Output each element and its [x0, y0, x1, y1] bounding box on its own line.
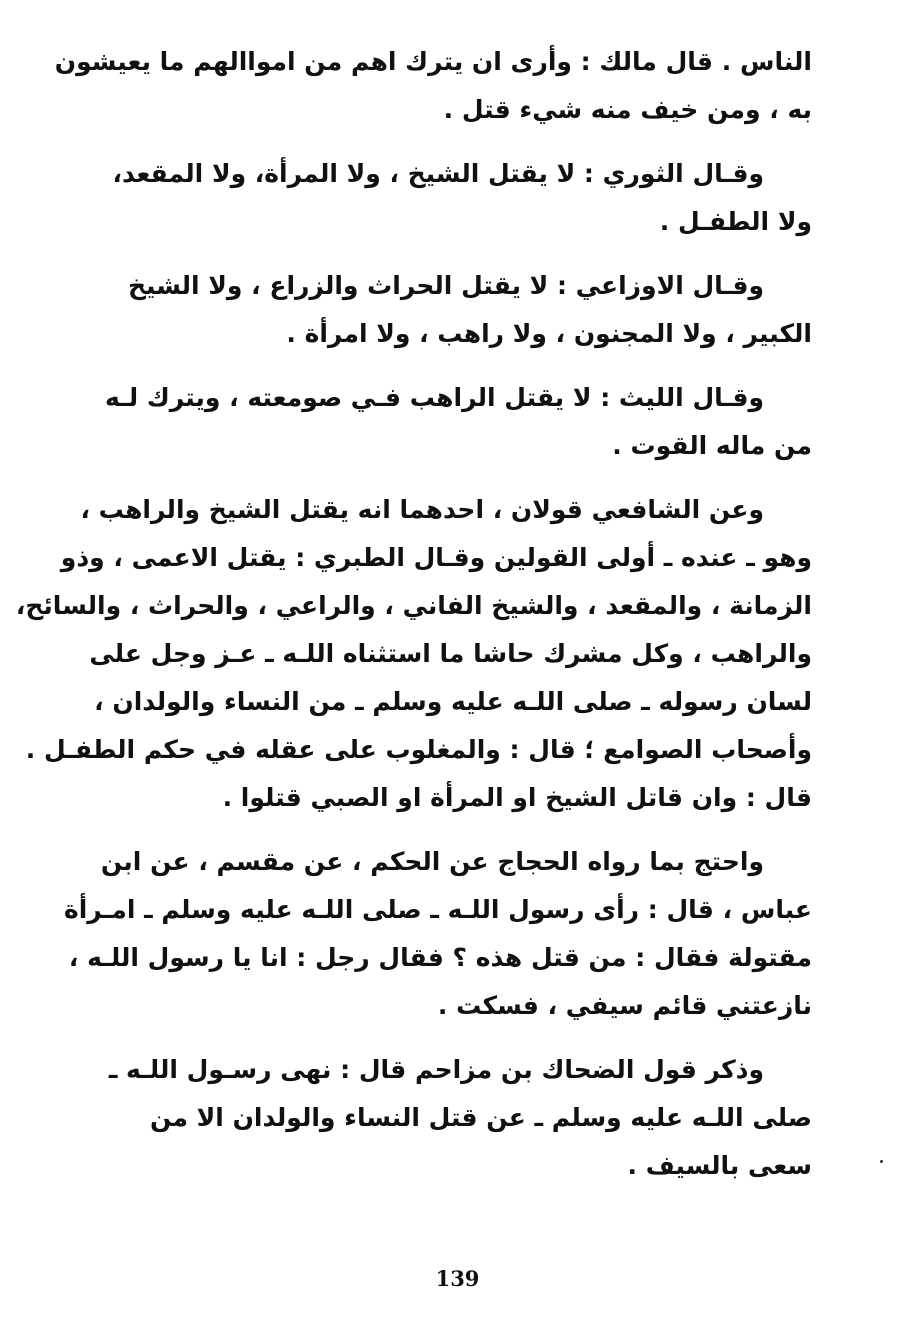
text-line: سعى بالسيف . — [627, 1151, 812, 1180]
text-line: الناس . قال مالك : وأرى ان يترك اهم من امواالهم ما يعيشون — [54, 47, 812, 76]
paragraph-2 — [112, 150, 812, 246]
text-line: وهو ـ عنده ـ أولى القولين وقـال الطبري : يقتل الاعمى ، وذو — [60, 543, 812, 572]
text-line: من ماله القوت . — [612, 431, 812, 460]
text-line: الزمانة ، والمقعد ، والشيخ الفاني ، والراعي ، والحراث ، والسائح، — [15, 591, 812, 620]
paragraph-3 — [127, 262, 812, 358]
text-line: لسان رسوله ـ صلى اللـه عليه وسلم ـ من النساء والولدان ، — [94, 687, 812, 716]
scan-speck — [880, 1160, 883, 1163]
text-line: قال : وان قاتل الشيخ او المرأة او الصبي قتلوا . — [222, 783, 812, 812]
paragraph-4 — [105, 374, 812, 470]
text-line: وقـال الاوزاعي : لا يقتل الحراث والزراع ، ولا الشيخ — [127, 271, 764, 300]
paragraph-1 — [54, 38, 812, 134]
text-line: وقـال الثوري : لا يقتل الشيخ ، ولا المرأة، ولا المقعد، — [112, 159, 764, 188]
text-line: مقتولة فقال : من قتل هذه ؟ فقال رجل : انا يا رسول اللـه ، — [68, 943, 812, 972]
text-line: صلى اللـه عليه وسلم ـ عن قتل النساء والولدان الا من — [150, 1103, 812, 1132]
paragraph-7 — [108, 1046, 812, 1190]
text-line: عباس ، قال : رأى رسول اللـه ـ صلى اللـه عليه وسلم ـ امـرأة — [63, 895, 812, 924]
body-text — [15, 38, 812, 1206]
paragraph-6 — [63, 838, 812, 1030]
text-line: ولا الطفـل . — [659, 207, 812, 236]
text-line: الكبير ، ولا المجنون ، ولا راهب ، ولا امرأة . — [286, 319, 812, 348]
text-line: نازعتني قائم سيفي ، فسكت . — [437, 991, 812, 1020]
text-line: والراهب ، وكل مشرك حاشا ما استثناه اللـه ـ عـز وجل على — [89, 639, 812, 668]
text-line: وذكر قول الضحاك بن مزاحم قال : نهى رسـول اللـه ـ — [108, 1055, 764, 1084]
text-line: واحتج بما رواه الحجاج عن الحكم ، عن مقسم ، عن ابن — [100, 847, 764, 876]
text-line: وعن الشافعي قولان ، احدهما انه يقتل الشيخ والراهب ، — [80, 495, 764, 524]
text-line: وأصحاب الصوامع ؛ قال : والمغلوب على عقله في حكم الطفـل . — [25, 735, 812, 764]
paragraph-5 — [15, 486, 812, 822]
text-line: به ، ومن خيف منه شيء قتل . — [443, 95, 812, 124]
text-line: وقـال الليث : لا يقتل الراهب فـي صومعته ، ويترك لـه — [105, 383, 764, 412]
page-number: 139 — [435, 1266, 480, 1291]
